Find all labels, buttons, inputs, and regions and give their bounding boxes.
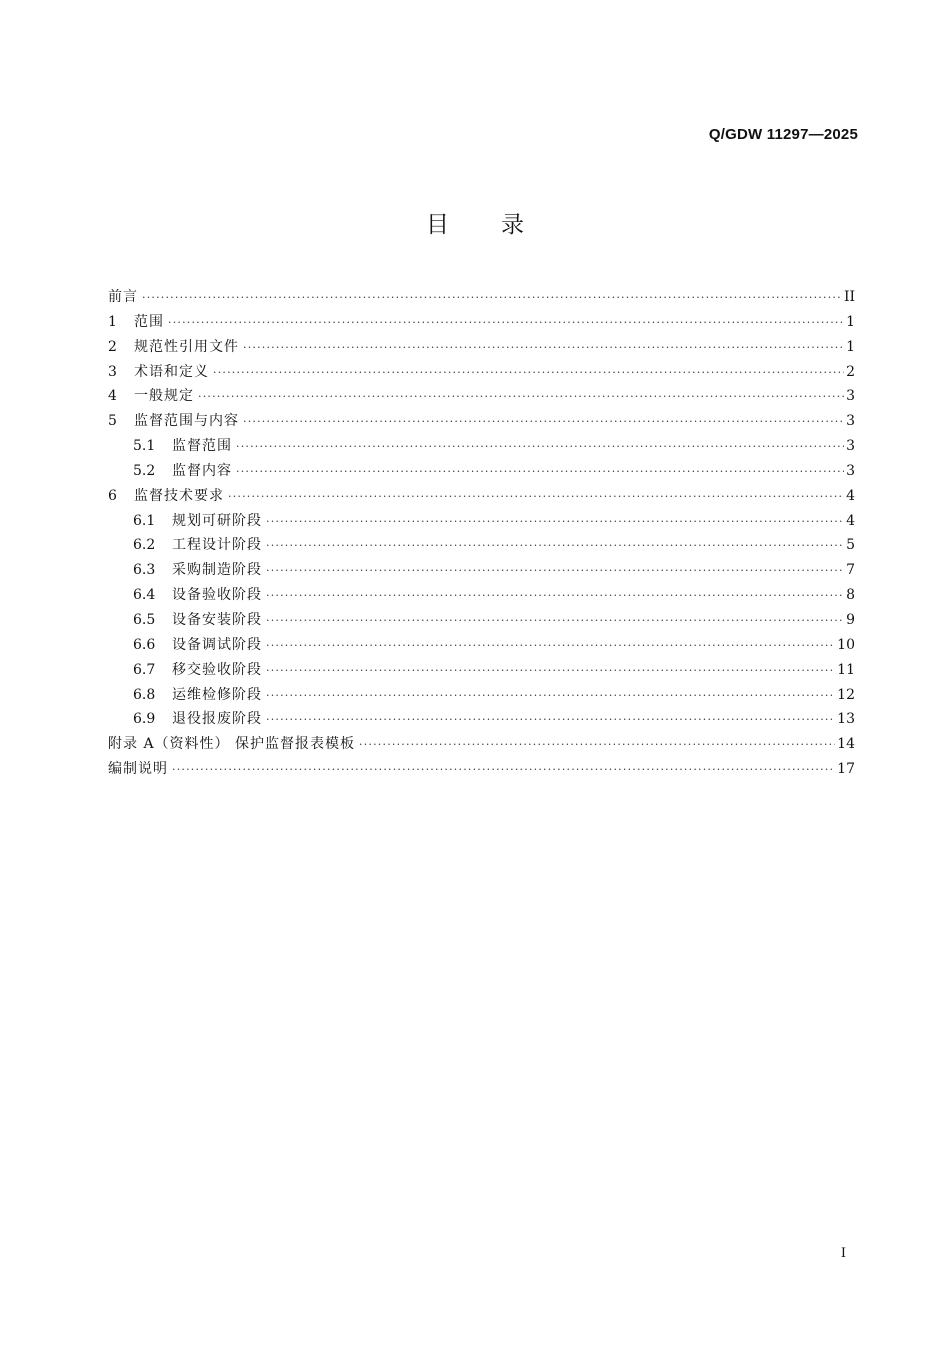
toc-entry-label: 规划可研阶段 bbox=[172, 512, 262, 529]
toc-entry-page: 10 bbox=[837, 636, 855, 653]
toc-entry-label: 退役报废阶段 bbox=[172, 711, 262, 728]
toc-dot-leader bbox=[228, 485, 844, 510]
toc-entry-page: 5 bbox=[846, 537, 855, 554]
toc-dot-leader bbox=[198, 385, 844, 410]
toc-entry[interactable] bbox=[108, 633, 855, 658]
toc-entry-page: 13 bbox=[837, 711, 855, 728]
toc-entry-page: 14 bbox=[837, 736, 855, 753]
toc-entry[interactable] bbox=[108, 533, 855, 558]
toc-entry-label: 监督技术要求 bbox=[134, 487, 224, 504]
toc-dot-leader bbox=[266, 534, 844, 559]
toc-entry-page: 11 bbox=[837, 661, 855, 678]
toc-entry-label: 监督范围 bbox=[172, 438, 232, 455]
toc-entry-label: 一般规定 bbox=[134, 388, 194, 405]
toc-entry-page: 4 bbox=[846, 512, 855, 529]
toc-entry[interactable] bbox=[108, 608, 855, 633]
toc-entry-label: 规范性引用文件 bbox=[134, 338, 239, 355]
toc-entry[interactable] bbox=[108, 707, 855, 732]
toc-entry-page: 17 bbox=[837, 761, 855, 778]
toc-dot-leader bbox=[266, 634, 835, 659]
toc-dot-leader bbox=[243, 336, 844, 361]
toc-entry-page: 4 bbox=[846, 487, 855, 504]
toc-dot-leader bbox=[172, 758, 835, 783]
toc-entry[interactable] bbox=[108, 434, 855, 459]
toc-entry-page: 7 bbox=[846, 562, 855, 579]
toc-entry-number: 6.8 bbox=[133, 686, 156, 703]
toc-entry-label: 设备调试阶段 bbox=[172, 636, 262, 653]
toc-entry-label: 编制说明 bbox=[108, 761, 168, 778]
toc-entry-number: 5.2 bbox=[133, 462, 156, 479]
toc-entry-number: 6.6 bbox=[133, 636, 156, 653]
toc-dot-leader bbox=[266, 708, 835, 733]
toc-entry-number: 5.1 bbox=[133, 438, 156, 455]
page-title: 目录 bbox=[426, 212, 576, 238]
document-code: Q/GDW 11297—2025 bbox=[708, 126, 858, 143]
toc-dot-leader bbox=[266, 584, 844, 609]
toc-entry[interactable] bbox=[108, 360, 855, 385]
toc-entry-number: 6.7 bbox=[133, 661, 156, 678]
toc-entry[interactable] bbox=[108, 509, 855, 534]
toc-entry[interactable] bbox=[108, 310, 855, 335]
toc-entry-label: 前言 bbox=[108, 289, 138, 305]
toc-entry[interactable] bbox=[108, 384, 855, 409]
toc-entry[interactable] bbox=[108, 484, 855, 509]
toc-entry-page: 1 bbox=[846, 313, 855, 330]
toc-entry[interactable] bbox=[108, 459, 855, 484]
toc-entry[interactable] bbox=[108, 558, 855, 583]
toc-dot-leader bbox=[142, 286, 842, 311]
toc-entry-page: 8 bbox=[846, 587, 855, 604]
toc-entry-label: 设备验收阶段 bbox=[172, 587, 262, 604]
toc-dot-leader bbox=[236, 460, 844, 485]
toc-entry-page: 3 bbox=[846, 388, 855, 405]
toc-entry-label: 运维检修阶段 bbox=[172, 686, 262, 703]
toc-entry-label: 监督内容 bbox=[172, 462, 232, 479]
toc-entry-page: 12 bbox=[837, 686, 855, 703]
toc-entry-page: 3 bbox=[846, 413, 855, 430]
toc-entry-number: 3 bbox=[108, 363, 117, 380]
toc-entry-number: 2 bbox=[108, 338, 117, 355]
toc-entry-number: 6 bbox=[108, 487, 117, 504]
toc-entry-label: 附录 A（资料性） 保护监督报表模板 bbox=[108, 736, 356, 753]
toc-entry[interactable] bbox=[108, 732, 855, 757]
toc-entry[interactable] bbox=[108, 583, 855, 608]
toc-dot-leader bbox=[243, 410, 844, 435]
toc-entry-label: 术语和定义 bbox=[134, 363, 209, 380]
toc-dot-leader bbox=[236, 435, 844, 460]
toc-entry-label: 监督范围与内容 bbox=[134, 413, 239, 430]
toc-entry-label: 范围 bbox=[134, 313, 164, 330]
toc-dot-leader bbox=[266, 659, 835, 684]
toc-entry-number: 6.4 bbox=[133, 587, 156, 604]
toc-entry-page: 1 bbox=[846, 338, 855, 355]
toc-dot-leader bbox=[213, 361, 844, 386]
toc-entry-page: 2 bbox=[846, 363, 855, 380]
toc-entry-page: 3 bbox=[846, 462, 855, 479]
toc-entry[interactable] bbox=[108, 285, 855, 310]
toc-entry[interactable] bbox=[108, 335, 855, 360]
toc-dot-leader bbox=[168, 311, 844, 336]
toc-entry-number: 6.5 bbox=[133, 611, 156, 628]
toc-entry-page: 3 bbox=[846, 438, 855, 455]
toc-entry-number: 6.3 bbox=[133, 562, 156, 579]
toc-dot-leader bbox=[359, 733, 835, 758]
toc-entry[interactable] bbox=[108, 409, 855, 434]
toc-entry-number: 6.1 bbox=[133, 512, 156, 529]
toc-entry-number: 6.2 bbox=[133, 537, 156, 554]
toc-dot-leader bbox=[266, 559, 844, 584]
toc-entry-label: 设备安装阶段 bbox=[172, 611, 262, 628]
toc-entry-label: 移交验收阶段 bbox=[172, 661, 262, 678]
toc-entry[interactable] bbox=[108, 683, 855, 708]
toc-entry-number: 5 bbox=[108, 413, 117, 430]
toc-entry-label: 采购制造阶段 bbox=[172, 562, 262, 579]
toc-entry[interactable] bbox=[108, 658, 855, 683]
toc-entry-page: II bbox=[843, 289, 855, 305]
table-of-contents bbox=[108, 285, 855, 782]
toc-entry-number: 1 bbox=[108, 313, 117, 330]
footer-page-number: I bbox=[840, 1246, 846, 1261]
toc-entry[interactable] bbox=[108, 757, 855, 782]
toc-entry-number: 6.9 bbox=[133, 711, 156, 728]
toc-entry-label: 工程设计阶段 bbox=[172, 537, 262, 554]
toc-dot-leader bbox=[266, 510, 844, 535]
toc-entry-page: 9 bbox=[846, 611, 855, 628]
toc-dot-leader bbox=[266, 609, 844, 634]
toc-dot-leader bbox=[266, 684, 835, 709]
toc-entry-number: 4 bbox=[108, 388, 117, 405]
